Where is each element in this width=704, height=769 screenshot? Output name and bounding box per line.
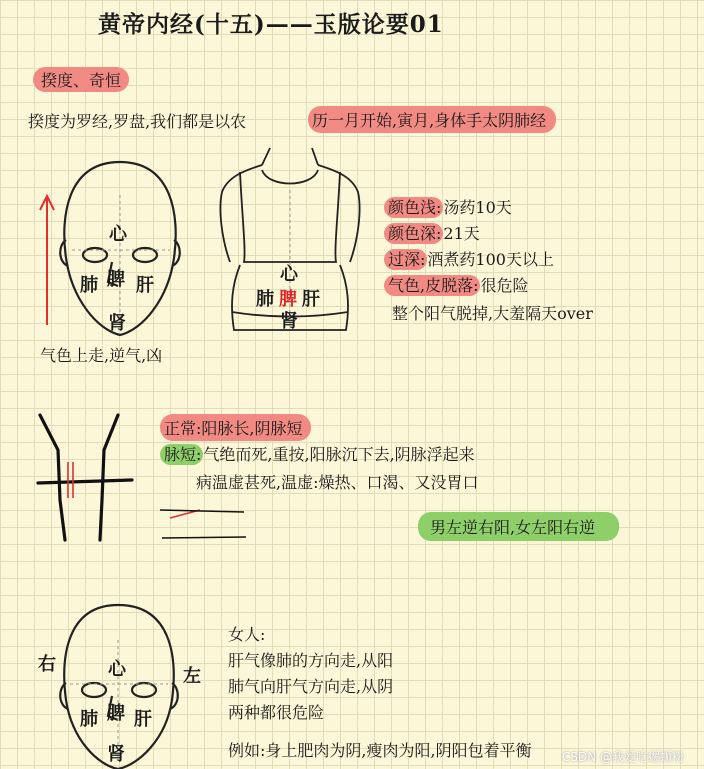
face2-label-lung: 肺 (80, 709, 98, 730)
section1-line1-plain: 揆度为罗经,罗盘,我们都是以农 (28, 112, 247, 131)
pulse-normal-label: 正常: (164, 419, 202, 438)
face2-label-liver: 肝 (134, 709, 152, 730)
color-note-4 (384, 273, 529, 296)
torso-label-liver: 肝 (302, 289, 320, 310)
face2-label-left: 左 (183, 666, 201, 687)
women-example: 例如:身上肥肉为阴,瘦肉为阳,阴阳包着平衡 (228, 741, 532, 760)
color-note-4-text: 很危险 (480, 276, 529, 295)
women-line3: 两种都很危险 (228, 703, 325, 722)
face1-label-kidney: 肾 (108, 313, 126, 334)
pulse-diagram (38, 415, 132, 540)
women-heading: 女人: (228, 625, 266, 644)
color-note-1 (384, 195, 512, 218)
pulse-short-text: 气绝而死,重按,阳脉沉下去,阴脉浮起来 (203, 445, 475, 464)
torso-label-heart: 心 (280, 264, 298, 285)
face2-label-heart: 心 (108, 659, 126, 680)
face2-label-spleen: 脾 (107, 703, 125, 724)
color-note-last: 整个阳气脱掉,大羞隔天over (392, 304, 593, 323)
upward-arrow-icon (40, 196, 54, 325)
women-line1: 肝气像肺的方向走,从阳 (228, 651, 394, 670)
torso-label-lung: 肺 (256, 289, 274, 310)
color-note-3-text: 酒煮药100天以上 (427, 250, 554, 269)
color-note-2-text: 21天 (443, 224, 480, 243)
color-note-4-label: 气色,皮脱落: (384, 275, 480, 296)
page-title: 黄帝内经(十五)——玉版论要01 (98, 11, 444, 38)
color-note-1-text: 汤药10天 (443, 198, 512, 217)
face1-label-spleen: 脾 (107, 269, 125, 290)
color-note-3-label: 过深: (384, 249, 427, 270)
color-note-3 (384, 247, 554, 270)
gender-note: 男左逆右阳,女左阳右逆 (418, 512, 619, 541)
section1-line1-highlight: 历一月开始,寅月,身体手太阴肺经 (308, 106, 556, 133)
women-line2: 肺气向肝气方向走,从阴 (228, 677, 394, 696)
color-note-2 (384, 221, 480, 244)
face2-label-right: 右 (38, 654, 56, 675)
pulse-line3: 病温虚甚死,温虚:燥热、口渴、又没胃口 (196, 473, 479, 492)
face1-caption: 气色上走,逆气,凶 (40, 346, 163, 365)
section-heading-kuidu: 揆度、奇恒 (33, 67, 129, 92)
face1-label-heart: 心 (109, 224, 127, 245)
pulse-normal-text: 阳脉长,阴脉短 (201, 419, 303, 438)
color-note-2-label: 颜色深: (384, 223, 443, 244)
pulse-short-label: 脉短: (160, 444, 203, 465)
pulse-normal-highlight (160, 414, 311, 441)
pulse-short (160, 442, 475, 465)
torso-label-kidney: 肾 (280, 311, 298, 332)
face2-label-kidney: 肾 (107, 744, 125, 765)
face1-label-lung: 肺 (80, 275, 98, 296)
watermark: CSDN @我爱吃螺蛳粉 (562, 750, 685, 764)
color-note-1-label: 颜色浅: (384, 197, 443, 218)
torso-label-spleen: 脾 (279, 289, 297, 310)
face1-label-liver: 肝 (136, 275, 154, 296)
pulse-normal (160, 414, 311, 441)
